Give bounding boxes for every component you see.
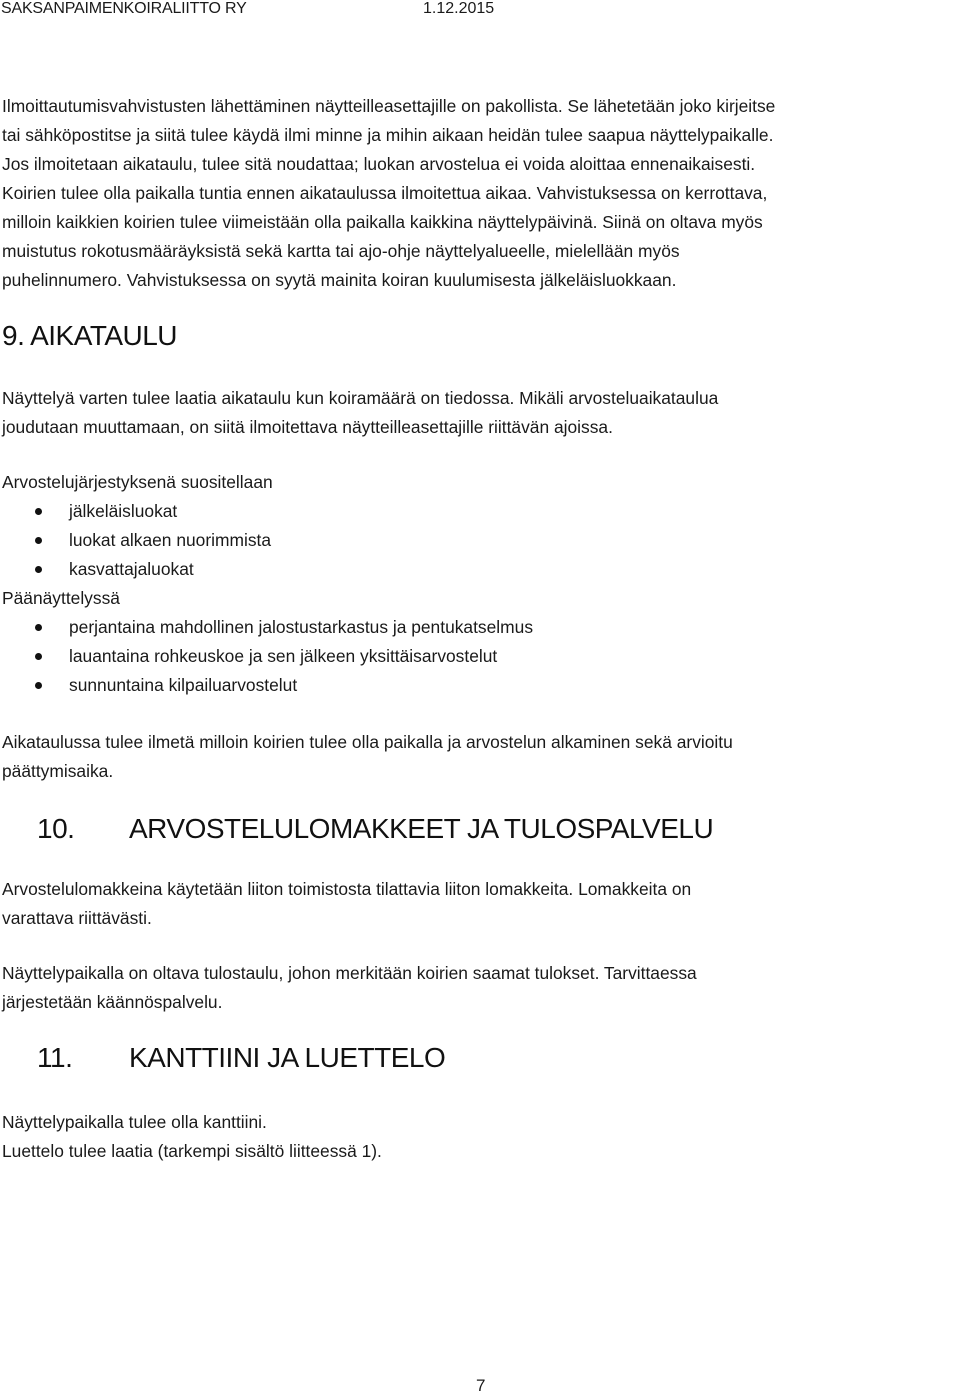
text-line: joudutaan muuttamaan, on siitä ilmoitettava näytteilleasettajille riittävän ajoissa. bbox=[2, 417, 613, 437]
bullet-icon bbox=[35, 537, 42, 544]
bullet-icon bbox=[35, 566, 42, 573]
page-number: 7 bbox=[476, 1376, 486, 1395]
list-item: kasvattajaluokat bbox=[2, 555, 958, 584]
text-line: Jos ilmoitetaan aikataulu, tulee sitä noudattaa; luokan arvostelua ei voida aloittaa ennenaikaisesti. bbox=[2, 154, 756, 174]
organization-name: SAKSANPAIMENKOIRALIITTO RY bbox=[1, 0, 247, 17]
bullet-icon bbox=[35, 682, 42, 689]
document-body bbox=[2, 92, 958, 1166]
list-item: luokat alkaen nuorimmista bbox=[2, 526, 958, 555]
section-9-heading: 9. AIKATAULU bbox=[2, 320, 178, 351]
section-10-heading bbox=[2, 812, 958, 846]
results-paragraph bbox=[2, 959, 958, 1017]
text-line: Luettelo tulee laatia (tarkempi sisältö liitteessä 1). bbox=[2, 1141, 382, 1161]
list-item: perjantaina mahdollinen jalostustarkastus ja pentukatselmus bbox=[2, 613, 958, 642]
text-line: Ilmoittautumisvahvistusten lähettäminen näytteilleasettajille on pakollista. Se lähetetään joko kirjeitse bbox=[2, 96, 776, 116]
text-line: Näyttelyä varten tulee laatia aikataulu kun koiramäärä on tiedossa. Mikäli arvosteluaikataulua bbox=[2, 388, 719, 408]
text-line: Näyttelypaikalla on oltava tulostaulu, johon merkitään koirien saamat tulokset. Tarvittaessa bbox=[2, 963, 697, 983]
bullet-icon bbox=[35, 508, 42, 515]
canteen-paragraph bbox=[2, 1108, 958, 1166]
list-item: jälkeläisluokat bbox=[2, 497, 958, 526]
list-item: sunnuntaina kilpailuarvostelut bbox=[2, 671, 958, 700]
bullet-icon bbox=[35, 624, 42, 631]
list-item: lauantaina rohkeuskoe ja sen jälkeen yksittäisarvostelut bbox=[2, 642, 958, 671]
bullet-icon bbox=[35, 653, 42, 660]
section-title: KANTTIINI JA LUETTELO bbox=[129, 1042, 446, 1073]
text-line: muistutus rokotusmääräyksistä sekä kartta tai ajo-ohje näyttelyalueelle, mielellään myös bbox=[2, 241, 680, 261]
forms-paragraph bbox=[2, 875, 958, 933]
section-number: 10. bbox=[37, 813, 75, 844]
text-line: Koirien tulee olla paikalla tuntia ennen aikataulussa ilmoitettua aikaa. Vahvistuksessa on kerrottava, bbox=[2, 183, 768, 203]
text-line: järjestetään käännöspalvelu. bbox=[2, 992, 223, 1012]
text-line: Arvostelulomakkeina käytetään liiton toimistosta tilattavia liiton lomakkeita. Lomakkeita on bbox=[2, 879, 692, 899]
page-header bbox=[0, 0, 960, 22]
schedule-paragraph bbox=[2, 728, 958, 786]
text-line: puhelinnumero. Vahvistuksessa on syytä mainita koiran kuulumisesta jälkeläisluokkaan. bbox=[2, 270, 677, 290]
text-line: Näyttelypaikalla tulee olla kanttiini. bbox=[2, 1112, 267, 1132]
text-line: varattava riittävästi. bbox=[2, 908, 152, 928]
intro-paragraph bbox=[2, 92, 958, 295]
text-line: milloin kaikkien koirien tulee viimeistään olla paikalla kaikkina näyttelypäivinä. Siinä on oltava myös bbox=[2, 212, 763, 232]
section-9-paragraph bbox=[2, 384, 958, 442]
text-line: tai sähköpostitse ja siitä tulee käydä ilmi minne ja mihin aikaan heidän tulee saapua näyttelypaikalle. bbox=[2, 125, 774, 145]
main-show-list bbox=[2, 613, 958, 700]
section-title: ARVOSTELULOMAKKEET JA TULOSPALVELU bbox=[129, 813, 714, 844]
section-11-heading bbox=[2, 1041, 958, 1075]
order-label: Arvostelujärjestyksenä suositellaan bbox=[2, 472, 273, 492]
document-date: 1.12.2015 bbox=[423, 0, 495, 17]
order-list bbox=[2, 497, 958, 584]
text-line: päättymisaika. bbox=[2, 761, 114, 781]
section-number: 11. bbox=[37, 1042, 73, 1073]
main-show-label: Päänäyttelyssä bbox=[2, 588, 120, 608]
text-line: Aikataulussa tulee ilmetä milloin koirien tulee olla paikalla ja arvostelun alkaminen sekä arvioitu bbox=[2, 732, 733, 752]
